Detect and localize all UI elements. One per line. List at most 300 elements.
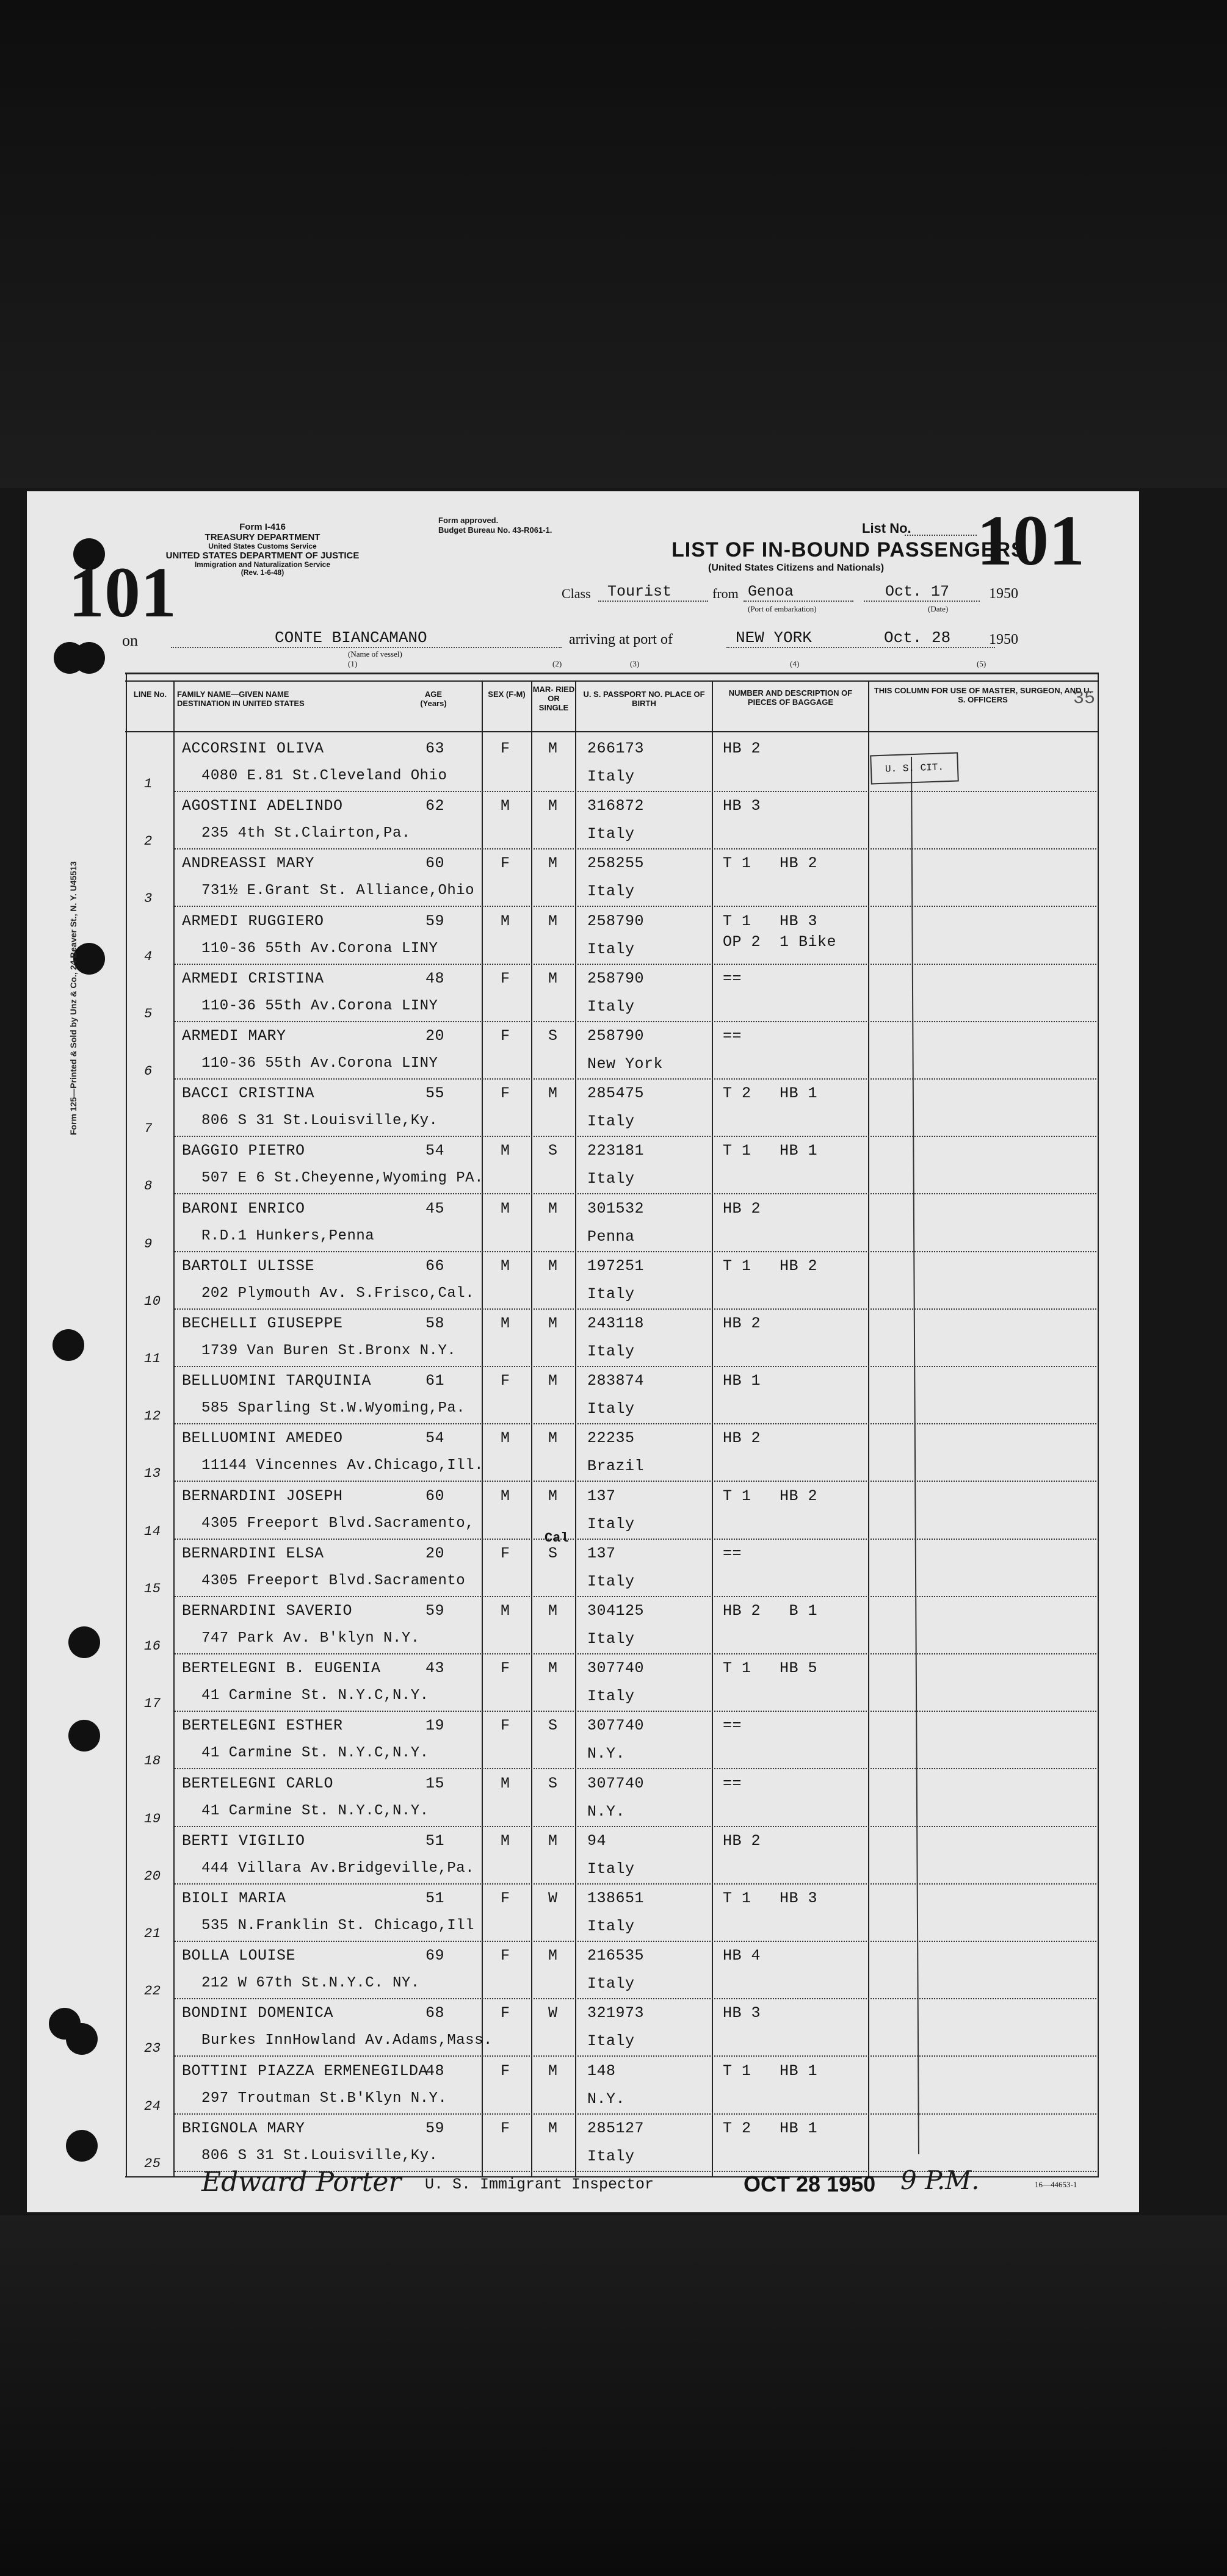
baggage: T 1 HB 5 [723, 1659, 818, 1678]
place-of-birth: New York [587, 1055, 664, 1073]
passenger-age: 15 [425, 1774, 445, 1792]
film-border-bottom [0, 2215, 1227, 2576]
passenger-name: BOTTINI PIAZZA ERMENEGILDA [182, 2062, 429, 2080]
passenger-age: 48 [425, 969, 445, 987]
passenger-name: ARMEDI RUGGIERO [182, 912, 324, 930]
passenger-name: BERNARDINI ELSA [182, 1544, 324, 1562]
passenger-name: BERTELEGNI CARLO [182, 1774, 334, 1792]
passenger-age: 69 [425, 1947, 445, 1965]
marital-status: M [548, 1947, 558, 1965]
col-number: (1) [348, 659, 358, 668]
passenger-age: 54 [425, 1429, 445, 1448]
passport-number: 307740 [587, 1659, 645, 1678]
passenger-name: BERNARDINI SAVERIO [182, 1602, 353, 1620]
passenger-destination: 41 Carmine St. N.Y.C,N.Y. [201, 1687, 429, 1705]
passenger-age: 20 [425, 1544, 445, 1562]
passenger-name: BACCI CRISTINA [182, 1084, 315, 1103]
table-border [1098, 673, 1099, 2177]
passport-number: 307740 [587, 1774, 645, 1792]
place-of-birth: Italy [587, 1630, 635, 1648]
passenger-age: 59 [425, 2119, 445, 2137]
passport-number: 321973 [587, 2004, 645, 2022]
line-number: 4 [144, 948, 153, 964]
place-of-birth: Penna [587, 1227, 635, 1246]
passenger-name: BRIGNOLA MARY [182, 2119, 305, 2137]
marital-status: M [548, 1315, 558, 1332]
place-of-birth: Italy [587, 1285, 635, 1303]
passenger-name: BARONI ENRICO [182, 1199, 305, 1218]
row-separator [175, 2113, 1096, 2115]
line-number: 2 [144, 834, 153, 850]
passenger-name: ACCORSINI OLIVA [182, 740, 324, 757]
place-of-birth: Italy [587, 1975, 635, 1993]
passenger-sex: M [501, 1142, 510, 1160]
row-separator [175, 964, 1096, 965]
passenger-sex: F [501, 2119, 510, 2137]
passport-number: 22235 [587, 1429, 635, 1448]
passport-number: 258790 [587, 912, 645, 930]
baggage: == [723, 1027, 742, 1045]
arrival-port: NEW YORK [736, 629, 812, 647]
embarkation-port: Genoa [748, 583, 794, 601]
stamped-number-left: 101 [68, 552, 176, 632]
row-separator [175, 1653, 1096, 1654]
row-separator [175, 906, 1096, 907]
header-passport: U. S. PASSPORT NO. PLACE OF BIRTH [583, 690, 705, 708]
baggage: HB 1 [723, 1372, 761, 1390]
passenger-name: BONDINI DOMENICA [182, 2004, 334, 2022]
passenger-destination: 11144 Vincennes Av.Chicago,Ill. [201, 1457, 483, 1474]
row-separator [175, 1826, 1096, 1827]
passenger-age: 51 [425, 1831, 445, 1850]
header-baggage: NUMBER AND DESCRIPTION OF PIECES OF BAGGAGE [728, 688, 853, 707]
passport-number: 258790 [587, 969, 645, 987]
passenger-age: 45 [425, 1199, 445, 1218]
marital-status: M [548, 1199, 558, 1218]
passenger-name: BECHELLI GIUSEPPE [182, 1315, 343, 1332]
header-name: FAMILY NAME—GIVEN NAME DESTINATION IN UNITED STATES [177, 690, 305, 708]
marital-status: M [548, 1257, 558, 1275]
passport-number: 285127 [587, 2119, 645, 2137]
line-number: 5 [144, 1006, 153, 1022]
passenger-sex: M [501, 1831, 510, 1850]
binder-hole [73, 642, 105, 674]
passenger-sex: M [501, 797, 510, 815]
marital-status: W [548, 1889, 558, 1907]
passenger-age: 20 [425, 1027, 445, 1045]
margin-note: Cal [545, 1531, 569, 1546]
year-2: 1950 [989, 632, 1018, 648]
passenger-destination: 297 Troutman St.B'Klyn N.Y. [201, 2090, 447, 2107]
marital-status: W [548, 2004, 558, 2022]
marital-status: M [548, 2119, 558, 2137]
marital-status: M [548, 1084, 558, 1103]
marital-status: M [548, 2062, 558, 2080]
line-number: 19 [144, 1811, 161, 1827]
marital-status: M [548, 912, 558, 930]
passenger-name: ARMEDI MARY [182, 1027, 286, 1045]
baggage: == [723, 1544, 742, 1562]
passenger-age: 68 [425, 2004, 445, 2022]
passenger-name: BELLUOMINI TARQUINIA [182, 1372, 372, 1390]
baggage: T 1 HB 1 [723, 1142, 818, 1160]
baggage: HB 4 [723, 1947, 761, 1965]
line-number: 9 [144, 1236, 153, 1252]
row-separator [175, 1193, 1096, 1194]
from-label: from [712, 586, 739, 601]
baggage: == [723, 1774, 742, 1792]
class-label: Class [562, 586, 591, 601]
passenger-age: 55 [425, 1084, 445, 1103]
class-value: Tourist [607, 583, 672, 601]
date-caption: (Date) [928, 604, 949, 613]
baggage: T 2 HB 1 [723, 1084, 818, 1103]
column-divider [712, 680, 713, 2177]
passenger-destination: 507 E 6 St.Cheyenne,Wyoming PA. [201, 1170, 483, 1187]
place-of-birth: Italy [587, 1572, 635, 1590]
baggage: T 1 HB 3 [723, 1889, 818, 1907]
marital-status: M [548, 797, 558, 815]
row-separator [175, 1136, 1096, 1137]
row-separator [175, 1941, 1096, 1942]
line-number: 8 [144, 1178, 153, 1194]
passenger-age: 48 [425, 2062, 445, 2080]
binder-hole [68, 1626, 100, 1658]
form-subtitle: (United States Citizens and Nationals) [708, 563, 885, 573]
binder-hole [66, 2023, 98, 2055]
col-number: (3) [630, 659, 640, 668]
marital-status: S [548, 1774, 558, 1792]
row-separator [175, 1883, 1096, 1885]
inspector-signature: Edward Porter [201, 2167, 402, 2198]
baggage: == [723, 1717, 742, 1735]
row-separator [175, 1998, 1096, 1999]
passenger-age: 61 [425, 1372, 445, 1390]
passenger-sex: F [501, 1717, 510, 1735]
line-number: 20 [144, 1868, 161, 1884]
place-of-birth: N.Y. [587, 1745, 626, 1763]
passenger-destination: 4305 Freeport Blvd.Sacramento, [201, 1515, 475, 1532]
passenger-age: 58 [425, 1315, 445, 1332]
passenger-destination: 4305 Freeport Blvd.Sacramento [201, 1572, 466, 1589]
baggage: HB 3 [723, 2004, 761, 2022]
on-label: on [122, 632, 138, 649]
place-of-birth: N.Y. [587, 1802, 626, 1820]
marital-status: M [548, 854, 558, 873]
marital-status: M [548, 740, 558, 757]
passport-number: 316872 [587, 797, 645, 815]
passenger-sex: F [501, 854, 510, 873]
header-age: AGE (Years) [420, 690, 447, 708]
page-tally: 35 [1073, 688, 1096, 709]
passport-number: 307740 [587, 1717, 645, 1735]
col-number: (5) [977, 659, 986, 668]
passenger-age: 62 [425, 797, 445, 815]
inspector-label: U. S. Immigrant Inspector [425, 2176, 654, 2193]
arriving-label: arriving at port of [569, 632, 673, 648]
passenger-sex: F [501, 2004, 510, 2022]
passport-number: 137 [587, 1544, 616, 1562]
line-number: 10 [144, 1293, 161, 1309]
passenger-destination: 535 N.Franklin St. Chicago,Ill [201, 1918, 475, 1934]
marital-status: S [548, 1717, 558, 1735]
passport-number: 285475 [587, 1084, 645, 1103]
line-number: 17 [144, 1696, 161, 1712]
passenger-destination: 41 Carmine St. N.Y.C,N.Y. [201, 1802, 429, 1819]
place-of-birth: Italy [587, 1113, 635, 1131]
row-separator [175, 1423, 1096, 1424]
place-of-birth: Italy [587, 882, 635, 901]
column-divider [531, 680, 532, 2177]
passenger-destination: 585 Sparling St.W.Wyoming,Pa. [201, 1400, 466, 1417]
stamped-number-right: 101 [977, 500, 1085, 580]
row-separator [175, 2055, 1096, 2057]
passenger-age: 54 [425, 1142, 445, 1160]
row-separator [175, 1539, 1096, 1540]
passenger-sex: F [501, 1372, 510, 1390]
marital-status: M [548, 1831, 558, 1850]
justice-department: UNITED STATES DEPARTMENT OF JUSTICE [165, 550, 360, 561]
marital-status: M [548, 1372, 558, 1390]
passenger-age: 66 [425, 1257, 445, 1275]
passenger-destination: 235 4th St.Clairton,Pa. [201, 825, 411, 842]
marital-status: S [548, 1027, 558, 1045]
date-stamp: OCT 28 1950 [744, 2171, 876, 2196]
passenger-destination: 110-36 55th Av.Corona LINY [201, 1055, 438, 1072]
baggage: T 1 HB 2 [723, 1487, 818, 1505]
passenger-name: BERTELEGNI ESTHER [182, 1717, 343, 1735]
printer-imprint: Form 125—Printed & Sold by Unz & Co., 24 Beaver St., N. Y. U45513 [68, 861, 78, 1135]
row-separator [175, 848, 1096, 850]
col-number: (4) [790, 659, 800, 668]
line-number: 22 [144, 1983, 161, 1999]
column-divider [482, 680, 483, 2177]
place-of-birth: Italy [587, 1918, 635, 1935]
passport-number: 223181 [587, 1142, 645, 1160]
line-number: 13 [144, 1466, 161, 1482]
passenger-sex: M [501, 1257, 510, 1275]
place-of-birth: Italy [587, 1860, 635, 1878]
row-separator [175, 1366, 1096, 1367]
place-of-birth: Brazil [587, 1457, 645, 1476]
column-divider [868, 680, 869, 2177]
table-border [126, 673, 127, 2177]
row-separator [175, 1711, 1096, 1712]
marital-status: S [548, 1544, 558, 1562]
passenger-sex: F [501, 2062, 510, 2080]
passport-number: 197251 [587, 1257, 645, 1275]
passenger-name: AGOSTINI ADELINDO [182, 797, 343, 815]
baggage: T 1 HB 1 [723, 2062, 818, 2080]
line-number: 16 [144, 1639, 161, 1654]
baggage: HB 2 [723, 1199, 761, 1218]
passenger-destination: 41 Carmine St. N.Y.C,N.Y. [201, 1745, 429, 1762]
column-divider [575, 680, 576, 2177]
passport-number: 137 [587, 1487, 616, 1505]
marital-status: M [548, 969, 558, 987]
marital-status: S [548, 1142, 558, 1160]
passenger-name: ARMEDI CRISTINA [182, 969, 324, 987]
column-divider [173, 680, 175, 2177]
passenger-sex: F [501, 1084, 510, 1103]
line-number: 1 [144, 776, 153, 792]
line-number: 11 [144, 1351, 161, 1366]
passport-number: 304125 [587, 1602, 645, 1620]
baggage: T 2 HB 1 [723, 2119, 818, 2137]
header-married: MAR- RIED OR SINGLE [532, 685, 575, 712]
film-border-top [0, 0, 1227, 488]
passenger-sex: M [501, 1487, 510, 1505]
passenger-destination: 110-36 55th Av.Corona LINY [201, 940, 438, 957]
marital-status: M [548, 1659, 558, 1678]
passenger-destination: 444 Villara Av.Bridgeville,Pa. [201, 1860, 475, 1877]
baggage: HB 2 [723, 740, 761, 757]
header-line-no: LINE No. [133, 690, 167, 699]
passenger-destination: 202 Plymouth Av. S.Frisco,Cal. [201, 1285, 475, 1302]
passenger-name: BERTELEGNI B. EUGENIA [182, 1659, 381, 1678]
passenger-sex: F [501, 1947, 510, 1965]
list-no-label: List No. [862, 521, 911, 536]
table-top-rule [125, 680, 1099, 682]
vessel-caption: (Name of vessel) [348, 649, 402, 658]
passenger-destination: 212 W 67th St.N.Y.C. NY. [201, 1975, 420, 1992]
passenger-sex: M [501, 1315, 510, 1332]
vessel-name: CONTE BIANCAMANO [275, 629, 427, 647]
place-of-birth: Italy [587, 768, 635, 785]
passenger-name: BARTOLI ULISSE [182, 1257, 315, 1275]
passenger-destination: 747 Park Av. B'klyn N.Y. [201, 1630, 420, 1647]
baggage: HB 2 [723, 1429, 761, 1448]
passenger-destination: 110-36 55th Av.Corona LINY [201, 997, 438, 1014]
treasury-department: TREASURY DEPARTMENT [204, 532, 320, 543]
line-number: 23 [144, 2041, 161, 2057]
place-of-birth: Italy [587, 1170, 635, 1188]
customs-service: United States Customs Service [208, 542, 317, 550]
form-revision: (Rev. 1-6-48) [241, 568, 284, 577]
form-approved: Form approved. [438, 516, 499, 525]
passport-number: 138651 [587, 1889, 645, 1907]
line-number: 6 [144, 1064, 153, 1079]
passenger-age: 60 [425, 1487, 445, 1505]
place-of-birth: Italy [587, 825, 635, 843]
passport-number: 258790 [587, 1027, 645, 1045]
form-title: LIST OF IN-BOUND PASSENGERS [671, 538, 1026, 561]
baggage: HB 2 [723, 1315, 761, 1332]
passenger-sex: F [501, 740, 510, 757]
baggage: HB 2 B 1 [723, 1602, 818, 1620]
baggage: HB 2 [723, 1831, 761, 1850]
passenger-name: BIOLI MARIA [182, 1889, 286, 1907]
passenger-destination: 1739 Van Buren St.Bronx N.Y. [201, 1343, 457, 1359]
passenger-destination: 806 S 31 St.Louisville,Ky. [201, 2147, 438, 2164]
passport-number: 216535 [587, 1947, 645, 1965]
passenger-sex: F [501, 1889, 510, 1907]
marital-status: M [548, 1429, 558, 1448]
passenger-sex: F [501, 1027, 510, 1045]
passenger-name: ANDREASSI MARY [182, 854, 315, 873]
row-separator [175, 1596, 1096, 1597]
budget-bureau: Budget Bureau No. 43-R061-1. [438, 525, 552, 535]
passenger-name: BERNARDINI JOSEPH [182, 1487, 343, 1505]
row-separator [175, 1768, 1096, 1769]
passenger-sex: M [501, 1602, 510, 1620]
row-separator [175, 1021, 1096, 1022]
passenger-destination: Burkes InnHowland Av.Adams,Mass. [201, 2032, 493, 2049]
row-separator [175, 1078, 1096, 1080]
embarkation-date: Oct. 17 [885, 583, 950, 601]
line-number: 3 [144, 891, 153, 907]
passport-number: 243118 [587, 1315, 645, 1332]
table-top-rule [125, 673, 1099, 674]
place-of-birth: Italy [587, 940, 635, 958]
passenger-sex: F [501, 969, 510, 987]
passport-number: 258255 [587, 854, 645, 873]
passenger-age: 19 [425, 1717, 445, 1735]
passport-number: 266173 [587, 740, 645, 757]
passenger-age: 51 [425, 1889, 445, 1907]
passenger-age: 63 [425, 740, 445, 757]
ins-service: Immigration and Naturalization Service [194, 560, 331, 569]
place-of-birth: N.Y. [587, 2090, 626, 2108]
baggage: HB 3 [723, 797, 761, 815]
passenger-age: 59 [425, 912, 445, 930]
place-of-birth: Italy [587, 2147, 635, 2165]
place-of-birth: Italy [587, 997, 635, 1016]
place-of-birth: Italy [587, 1400, 635, 1418]
passenger-age: 59 [425, 1602, 445, 1620]
col-number: (2) [552, 659, 562, 668]
inspector-initials: 9 P.M. [900, 2165, 980, 2195]
row-separator [175, 1251, 1096, 1252]
passenger-sex: M [501, 912, 510, 930]
line-number: 7 [144, 1121, 153, 1137]
line-number: 14 [144, 1523, 161, 1539]
embarkation-caption: (Port of embarkation) [748, 604, 817, 613]
passenger-sex: F [501, 1544, 510, 1562]
marital-status: M [548, 1602, 558, 1620]
line-number: 15 [144, 1581, 161, 1596]
line-number: 25 [144, 2156, 161, 2171]
baggage: T 1 HB 2 [723, 854, 818, 873]
header-officers: THIS COLUMN FOR USE OF MASTER, SURGEON, AND U. S. OFFICERS [874, 686, 1092, 704]
footer-number: 16—44653-1 [1035, 2180, 1077, 2189]
passenger-sex: M [501, 1429, 510, 1448]
arrival-date: Oct. 28 [884, 629, 951, 647]
place-of-birth: Italy [587, 1343, 635, 1360]
passenger-age: 43 [425, 1659, 445, 1678]
passport-number: 301532 [587, 1199, 645, 1218]
baggage: T 1 HB 3 [723, 912, 818, 930]
passport-number: 283874 [587, 1372, 645, 1390]
baggage: == [723, 969, 742, 987]
baggage-extra: OP 2 1 Bike [723, 933, 837, 951]
year-1: 1950 [989, 586, 1018, 602]
passenger-age: 60 [425, 854, 445, 873]
binder-hole [68, 1720, 100, 1752]
passenger-sex: F [501, 1659, 510, 1678]
passenger-sex: M [501, 1199, 510, 1218]
passenger-destination: R.D.1 Hunkers,Penna [201, 1227, 375, 1244]
place-of-birth: Italy [587, 1687, 635, 1706]
place-of-birth: Italy [587, 2032, 635, 2051]
passenger-name: BOLLA LOUISE [182, 1947, 296, 1965]
passenger-sex: M [501, 1774, 510, 1792]
baggage: T 1 HB 2 [723, 1257, 818, 1275]
passenger-destination: 4080 E.81 St.Cleveland Ohio [201, 768, 447, 784]
place-of-birth: Italy [587, 1515, 635, 1533]
binder-hole [66, 2130, 98, 2162]
passenger-name: BAGGIO PIETRO [182, 1142, 305, 1160]
